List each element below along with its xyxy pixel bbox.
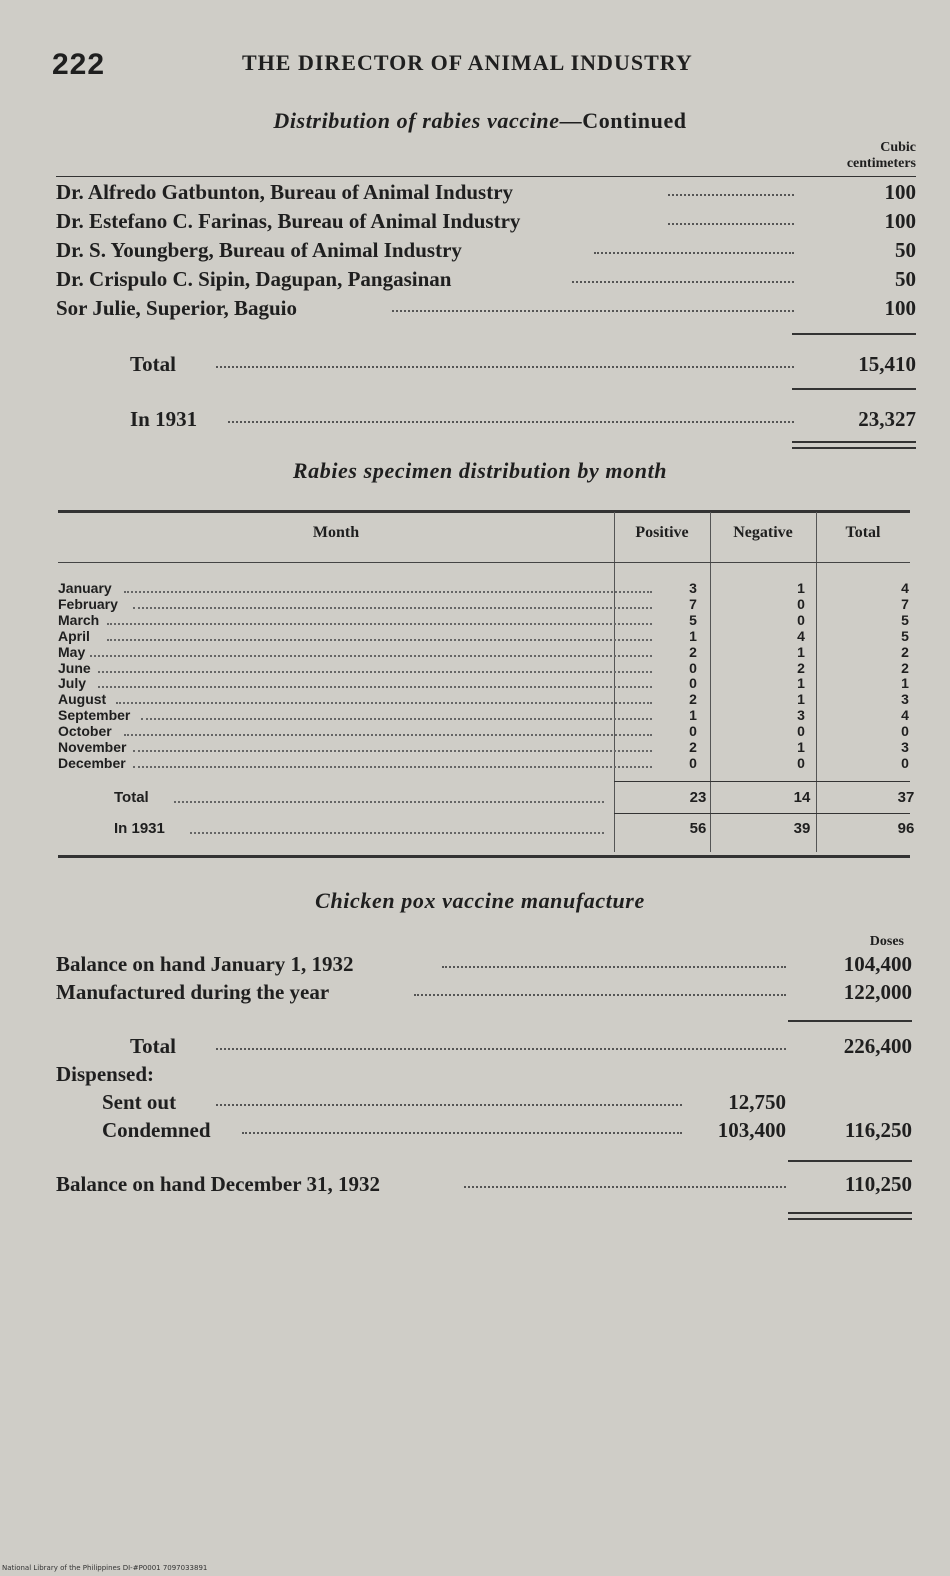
cell-negative: 4 xyxy=(797,627,805,644)
table-row xyxy=(58,707,910,723)
cell-positive: 1 xyxy=(689,627,697,644)
table-row xyxy=(58,691,910,707)
col-header-month: Month xyxy=(312,524,360,541)
table-row xyxy=(58,675,910,691)
cell-total: 4 xyxy=(901,580,909,596)
cell-negative: 1 xyxy=(797,643,805,660)
chicken-pox-row: Manufactured during the year 122,000 xyxy=(56,980,912,1004)
table-row xyxy=(58,596,910,612)
rabies-vaccine-rule xyxy=(56,176,916,177)
cell-month: October xyxy=(58,723,112,740)
cell-negative: 0 xyxy=(797,723,805,740)
double-rule xyxy=(792,447,916,449)
cell-total: 3 xyxy=(901,691,909,708)
table-sum-rule xyxy=(614,781,910,782)
cell-positive: 1 xyxy=(689,707,697,724)
cell-positive: 2 xyxy=(689,691,697,708)
chicken-pox-title: Chicken pox vaccine manufacture xyxy=(315,888,645,913)
cell-positive: 2 xyxy=(689,643,697,660)
cell-total: 0 xyxy=(901,723,909,740)
rabies-vaccine-row: Dr. S. Youngberg, Bureau of Animal Industry 50 xyxy=(56,238,916,262)
table-header-rule xyxy=(58,562,910,563)
cell-total: 4 xyxy=(901,707,909,724)
table-row xyxy=(58,660,910,676)
chicken-pox-balance-end-row: Balance on hand December 31, 1932 110,250 xyxy=(56,1172,912,1196)
table-bottom-rule xyxy=(58,855,910,858)
sum-rule xyxy=(788,1020,912,1022)
cell-month: November xyxy=(58,739,127,755)
table-row xyxy=(58,612,910,628)
double-rule xyxy=(788,1218,912,1220)
cell-negative: 0 xyxy=(797,611,805,628)
rabies-specimen-title: Rabies specimen distribution by month xyxy=(292,458,668,483)
cell-month: September xyxy=(58,707,131,724)
table-row xyxy=(58,755,910,771)
double-rule xyxy=(788,1212,912,1214)
cell-total: 3 xyxy=(901,739,909,755)
cell-month: February xyxy=(58,595,118,612)
sum-rule xyxy=(788,1160,912,1162)
table-row xyxy=(58,723,910,739)
cell-month: December xyxy=(58,754,126,771)
table-sum-rule xyxy=(614,813,910,814)
cell-total: 0 xyxy=(901,754,909,771)
cell-month: March xyxy=(58,611,100,628)
cell-month: July xyxy=(58,675,87,692)
cell-positive: 7 xyxy=(689,595,697,612)
cell-positive: 0 xyxy=(689,675,697,692)
chicken-pox-condemned-row: Condemned 103,400 116,250 xyxy=(102,1118,912,1142)
rabies-vaccine-total-row: Total 15,410 xyxy=(130,352,916,376)
cell-negative: 3 xyxy=(797,707,805,724)
sum-rule xyxy=(792,333,916,335)
cell-total: 2 xyxy=(901,643,909,660)
cell-negative: 1 xyxy=(797,691,805,708)
cell-negative: 1 xyxy=(797,739,805,755)
cell-positive: 5 xyxy=(689,611,697,628)
sum-rule xyxy=(792,388,916,390)
cell-negative: 1 xyxy=(797,580,805,596)
cell-month: August xyxy=(58,691,107,708)
cell-negative: 0 xyxy=(797,595,805,612)
rabies-vaccine-row: Sor Julie, Superior, Baguio 100 xyxy=(56,296,916,320)
col-header-total: Total xyxy=(845,524,881,541)
rabies-vaccine-row: Dr. Estefano C. Farinas, Bureau of Animal Industry 100 xyxy=(56,209,916,233)
table-row xyxy=(58,580,910,596)
cell-total: 7 xyxy=(901,595,909,612)
cell-negative: 0 xyxy=(797,754,805,771)
cell-positive: 2 xyxy=(689,739,697,755)
cell-total: 5 xyxy=(901,627,909,644)
cell-negative: 1 xyxy=(797,675,805,692)
table-row xyxy=(58,628,910,644)
rabies-vaccine-1931-row: In 1931 23,327 xyxy=(130,407,916,431)
double-rule xyxy=(792,441,916,443)
table-row-total: Total 23 14 37 xyxy=(114,789,915,806)
chicken-pox-dispensed-row: Dispensed: xyxy=(56,1062,155,1086)
cell-month: January xyxy=(58,580,112,596)
chicken-pox-total-row: Total 226,400 xyxy=(130,1034,912,1058)
table-row-1931: In 1931 56 39 96 xyxy=(114,820,915,837)
page-number: 222 xyxy=(52,48,106,81)
cell-month: May xyxy=(58,643,86,660)
cell-month: April xyxy=(58,627,90,644)
cell-positive: 0 xyxy=(689,754,697,771)
running-header: THE DIRECTOR OF ANIMAL INDUSTRY xyxy=(242,50,693,75)
cell-total: 1 xyxy=(901,675,909,692)
chicken-pox-sent-out-row: Sent out 12,750 xyxy=(102,1090,786,1114)
cell-month: June xyxy=(58,659,91,676)
cell-total: 5 xyxy=(901,611,909,628)
col-header-negative: Negative xyxy=(733,524,793,541)
cell-total: 2 xyxy=(901,659,909,676)
rabies-vaccine-row: Dr. Crispulo C. Sipin, Dagupan, Pangasinan 50 xyxy=(56,267,916,291)
footer-note: National Library of the Philippines DI-#P0001 7097033891 xyxy=(2,1564,208,1572)
cell-positive: 3 xyxy=(689,580,697,596)
cell-negative: 2 xyxy=(797,659,805,676)
table-row xyxy=(58,644,910,660)
table-row xyxy=(58,739,910,755)
chicken-pox-row: Balance on hand January 1, 1932 104,400 xyxy=(56,952,912,976)
chicken-pox-unit: Doses xyxy=(869,934,904,949)
table-top-rule xyxy=(58,510,910,513)
col-header-positive: Positive xyxy=(635,524,689,541)
rabies-vaccine-row: Dr. Alfredo Gatbunton, Bureau of Animal Industry 100 xyxy=(56,180,916,204)
rabies-vaccine-title: Distribution of rabies vaccine—Continued xyxy=(273,108,687,133)
cell-positive: 0 xyxy=(689,723,697,740)
cell-positive: 0 xyxy=(689,659,697,676)
rabies-vaccine-unit: Cubic centimeters xyxy=(846,140,916,171)
